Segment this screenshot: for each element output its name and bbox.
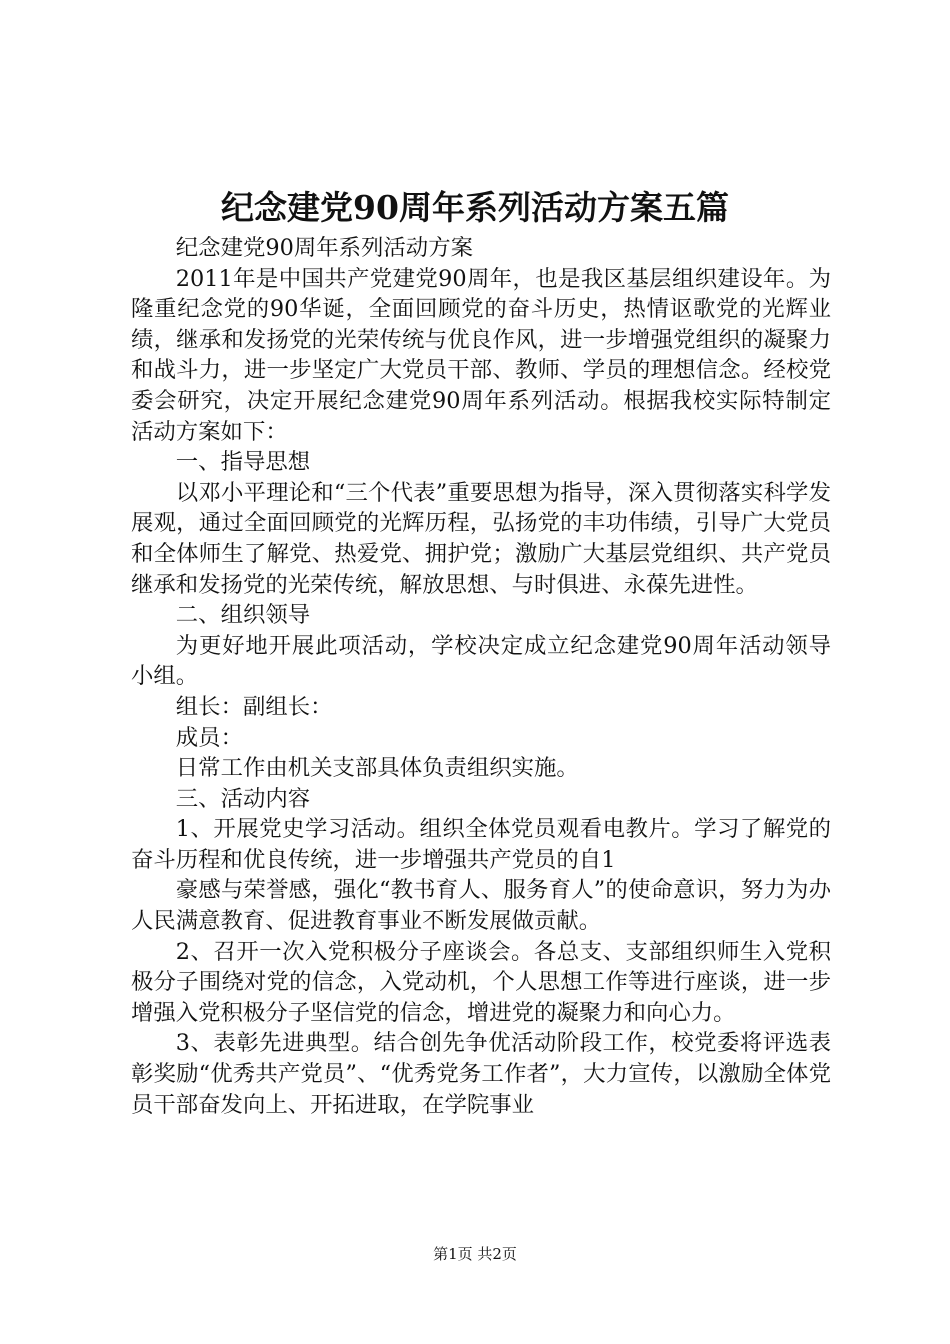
paragraph-intro: 2011年是中国共产党建党90周年，也是我区基层组织建设年。为隆重纪念党的90华诞，全面回顾党的奋斗历史，热情讴歌党的光辉业绩，继承和发扬党的光荣传统与优良作风，进一步增强党组织的凝聚力和战斗力，进一步坚定广大党员干部、教师、学员的理想信念。经校党委会研究，决定开展纪念建党90周年系列活动。根据我校实际特制定活动方案如下：	[131, 265, 831, 445]
document-body	[131, 233, 831, 1120]
section-heading-organization: 二、组织领导	[175, 602, 311, 629]
paragraph-daily-work: 日常工作由机关支部具体负责组织实施。	[175, 755, 579, 782]
section-heading-activities: 三、活动内容	[175, 785, 311, 812]
paragraph-organization: 为更好地开展此项活动，学校决定成立纪念建党90周年活动领导小组。	[131, 632, 831, 690]
paragraph-subtitle: 纪念建党90周年系列活动方案	[175, 235, 473, 261]
paragraph-leaders: 组长：副组长：	[175, 693, 333, 720]
paragraph-guiding-thought: 以邓小平理论和“三个代表”重要思想为指导，深入贯彻落实科学发展观，通过全面回顾党的光辉历程，弘扬党的丰功伟绩，引导广大党员和全体师生了解党、热爱党、拥护党；激励广大基层党组织、共产党员继承和发扬党的光荣传统，解放思想、与时俱进、永葆先进性。	[131, 479, 831, 598]
section-heading-guiding-thought: 一、指导思想	[175, 449, 311, 476]
paragraph-activity-1: 1、开展党史学习活动。组织全体党员观看电教片。学习了解党的奋斗历程和优良传统，进一步增强共产党员的自1	[131, 816, 831, 873]
paragraph-activity-1-continued: 豪感与荣誉感，强化“教书育人、服务育人”的使命意识，努力为办人民满意教育、促进教育事业不断发展做贡献。	[131, 877, 831, 935]
paragraph-activity-2: 2、召开一次入党积极分子座谈会。各总支、支部组织师生入党积极分子围绕对党的信念，入党动机，个人思想工作等进行座谈，进一步增强入党积极分子坚信党的信念，增进党的凝聚力和向心力。	[131, 938, 831, 1026]
paragraph-activity-3: 3、表彰先进典型。结合创先争优活动阶段工作，校党委将评选表彰奖励“优秀共产党员”、“优秀党务工作者”，大力宣传，以激励全体党员干部奋发向上、开拓进取，在学院事业	[131, 1030, 831, 1118]
paragraph-members: 成员：	[175, 724, 243, 751]
document-title: 纪念建党90周年系列活动方案五篇	[221, 188, 729, 227]
page-footer: 第1页 共2页	[433, 1245, 517, 1263]
